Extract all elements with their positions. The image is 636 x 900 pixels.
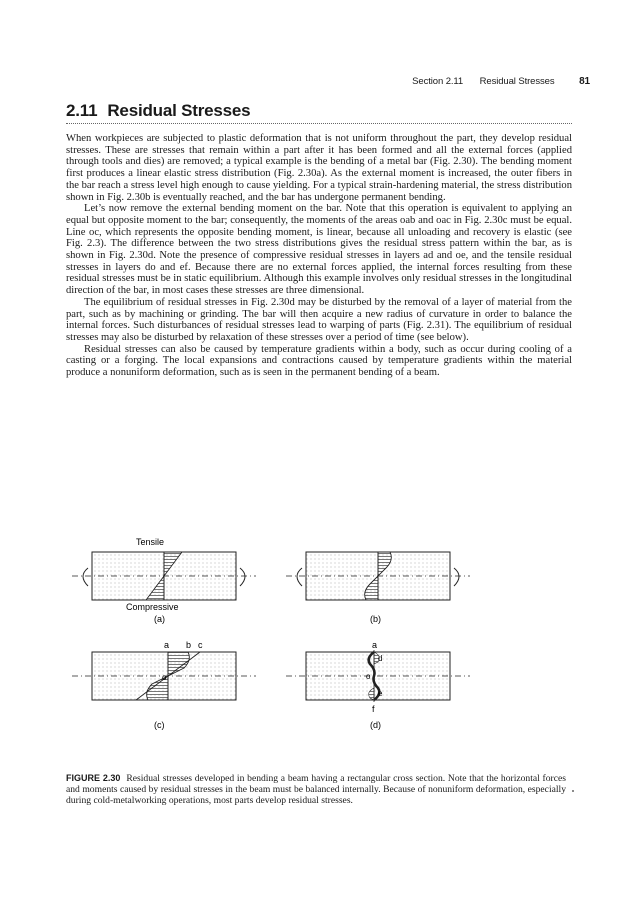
point-a-label-d: a	[372, 640, 378, 650]
panel-b	[286, 552, 470, 624]
caption-id: FIGURE 2.30	[66, 773, 121, 783]
point-b-label: b	[186, 640, 192, 650]
panel-b-label: (b)	[370, 614, 381, 624]
panel-c	[72, 640, 256, 730]
paragraph-1: When workpieces are subjected to plastic deformation that is not uniform throughout the part, they develop residual stresses. These are stresses that remain within a part after it has been formed and all the external forces (applied through tools and dies) are removed; a typical example is the bending of a metal bar (Fig. 2.30). The bending moment first produces a linear elastic stress distribution (Fig. 2.30a). As the external moment is increased, the outer fibers in the bar reach a stress level high enough to cause yielding. For a typical strain-hardening material, the stress distribution shown in Fig. 2.30b is eventually reached, and the bar has undergone permanent bending.	[66, 133, 572, 203]
paragraph-4: Residual stresses can also be caused by temperature gradients within a body, such as occur during cooling of a casting or a forging. The local expansions and contractions caused by temperature gradients within the material produce a nonuniform deformation, such as is seen in the permanent bending of a beam.	[66, 343, 572, 379]
panel-a-label: (a)	[154, 614, 165, 624]
paragraph-3: The equilibrium of residual stresses in Fig. 2.30d may be disturbed by the removal of a layer of material from the part, such as by machining or grinding. The bar will then acquire a new radius of curvature in order to balance the internal forces. Such disturbances of residual stresses lead to warping of parts (Fig. 2.31). The equilibrium of residual stresses may also be disturbed by relaxation of these stresses over a period of time (see below).	[66, 296, 572, 343]
moment-arrow-left-b	[297, 568, 302, 586]
point-o-label-c: o	[162, 673, 167, 682]
point-f-label: f	[372, 704, 375, 714]
section-number: 2.11	[66, 101, 98, 120]
paragraph-2: Let’s now remove the external bending moment on the bar. Note that this operation is equivalent to applying an equal but opposite moment to the bar; consequently, the moments of the areas oab and oac in Fig. 2.30c must be equal. Line oc, which represents the opposite bending moment, is linear, because all unloading and recovery is elastic (see Fig. 2.3). The difference between the two stress distributions gives the residual stress pattern within the bar, as is shown in Fig. 2.30d. Note the presence of compressive residual stresses in layers ad and oe, and the tensile residual stresses in layers do and ef. Because there are no external forces applied, the internal forces resulting from these residual stresses must be in static equilibrium. Although this example involves only residual stresses in the longitudinal direction of the bar, in most cases these stresses are three dimensional.	[66, 203, 572, 297]
moment-arrow-right-b	[454, 568, 459, 586]
section-heading	[66, 101, 250, 121]
panel-d-label: (d)	[370, 720, 381, 730]
point-d-label: d	[378, 654, 383, 663]
panel-a	[72, 537, 256, 624]
body-text	[66, 133, 572, 379]
page-number: 81	[579, 76, 590, 87]
caption-text: Residual stresses developed in bending a beam having a rectangular cross section. Note that the horizontal forces and moments caused by residual stresses in the beam must be balanced internally. Because of nonuniform deformation, especially during cold-metalworking operations, most parts develop residual stresses.	[66, 773, 566, 806]
moment-arrow-right-a	[240, 568, 245, 586]
point-a-label: a	[164, 640, 170, 650]
figure-caption	[66, 773, 566, 806]
point-e-label: e	[378, 689, 383, 698]
running-head-title: Residual Stresses	[479, 76, 555, 87]
panel-d	[286, 640, 470, 730]
panel-c-label: (c)	[154, 720, 165, 730]
point-c-label: c	[198, 640, 203, 650]
running-head-section: Section 2.11	[412, 76, 464, 87]
section-title: Residual Stresses	[107, 101, 251, 120]
figure-diagram	[70, 534, 570, 766]
running-head	[412, 76, 590, 87]
moment-arrow-left-a	[83, 568, 88, 586]
stray-mark	[572, 790, 574, 792]
label-compressive: Compressive	[126, 602, 179, 612]
figure-2-30	[70, 534, 570, 766]
heading-rule	[66, 123, 572, 124]
point-o-label-d: o	[366, 672, 371, 681]
label-tensile: Tensile	[136, 537, 165, 547]
